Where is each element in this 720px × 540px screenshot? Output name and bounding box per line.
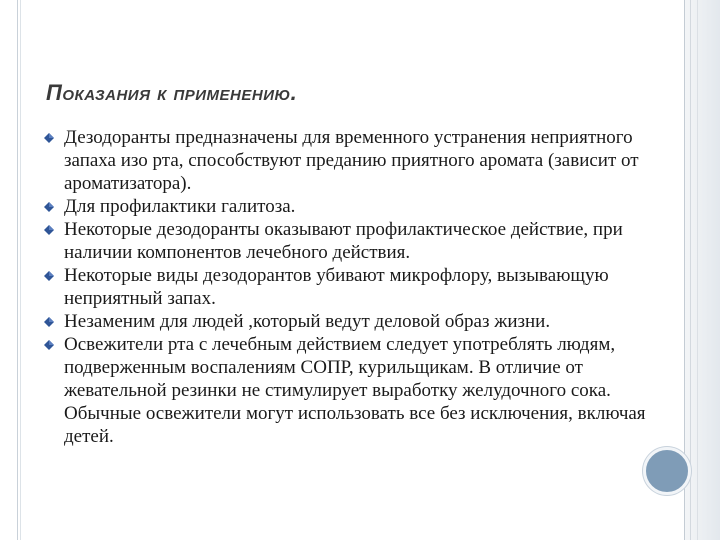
left-rule bbox=[20, 0, 21, 540]
diamond-bullet-icon bbox=[44, 225, 54, 235]
bullet-list bbox=[44, 126, 654, 448]
diamond-bullet-icon bbox=[44, 271, 54, 281]
bullet-item bbox=[44, 218, 654, 264]
right-rule bbox=[690, 0, 691, 540]
bullet-item bbox=[44, 126, 654, 195]
diamond-bullet-icon bbox=[44, 202, 54, 212]
diamond-bullet-icon bbox=[44, 317, 54, 327]
left-rule bbox=[17, 0, 18, 540]
bullet-text: Дезодоранты предназначены для временного устранения неприятного запаха изо рта, способствуют преданию приятного аромата (зависит от ароматизатора). bbox=[64, 127, 639, 194]
bullet-item bbox=[44, 310, 654, 333]
right-rule bbox=[697, 0, 698, 540]
bullet-item bbox=[44, 264, 654, 310]
bullet-text: Освежители рта с лечебным действием следует употреблять людям, подверженным воспалениям СОПР, курильщикам. В отличие от жевательной резинки не стимулирует выработку желудочного сока. bbox=[64, 334, 616, 401]
bullet-item bbox=[44, 333, 654, 402]
bullet-text: Некоторые виды дезодорантов убивают микрофлору, вызывающую неприятный запах. bbox=[64, 265, 609, 309]
bullet-text: Некоторые дезодоранты оказывают профилактическое действие, при наличии компонентов лечебного действия. bbox=[64, 219, 623, 263]
bullet-item bbox=[44, 195, 654, 218]
slide-title: Показания к применению. bbox=[46, 80, 298, 105]
decorative-circle bbox=[643, 447, 691, 495]
diamond-bullet-icon bbox=[44, 340, 54, 350]
diamond-bullet-icon bbox=[44, 133, 54, 143]
continuation-text: Обычные освежители могут использовать все без исключения, включая детей. bbox=[64, 403, 646, 447]
bullet-text: Незаменим для людей ,который ведут деловой образ жизни. bbox=[64, 311, 551, 332]
bullet-text: Для профилактики галитоза. bbox=[64, 196, 296, 217]
